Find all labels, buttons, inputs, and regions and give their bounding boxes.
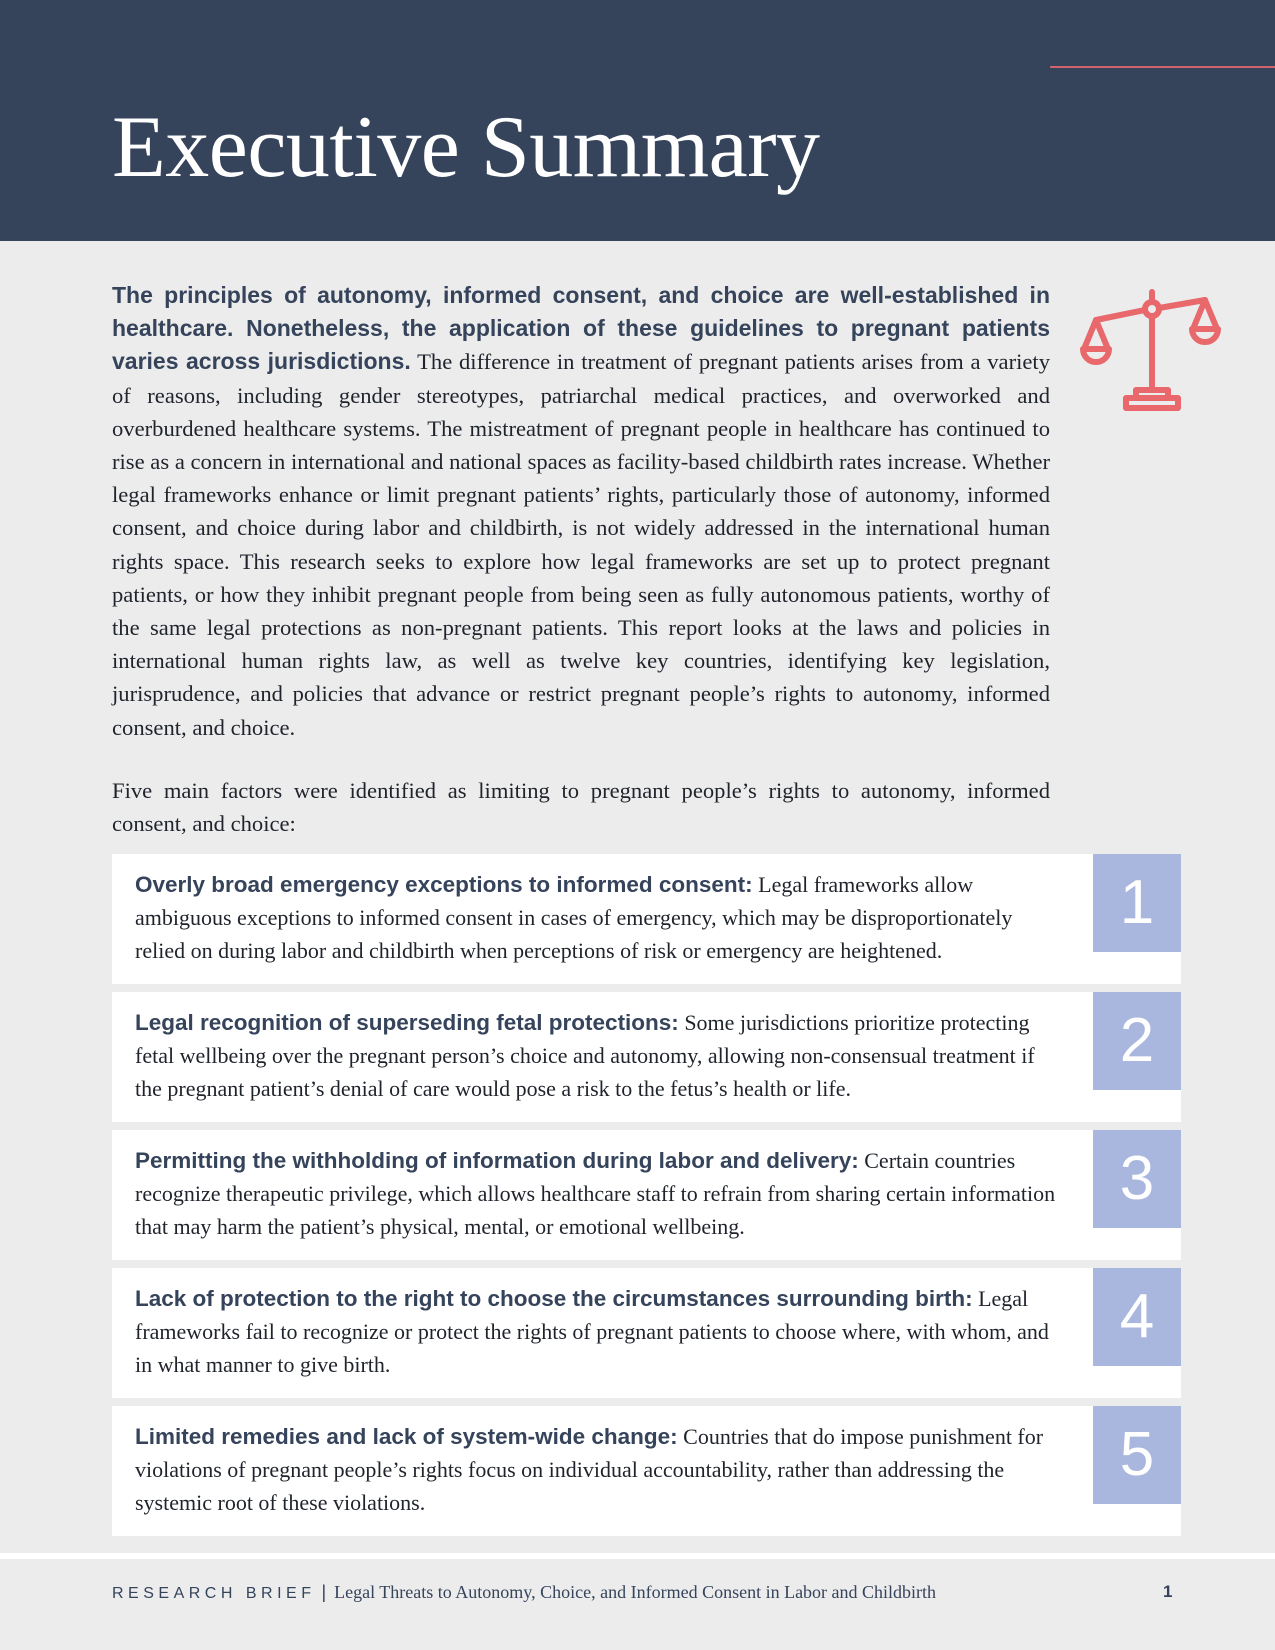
intro-lead: The principles of autonomy, informed consent, and choice are well-established in healthcare. Nonetheless, the application of these guidelines to pregnant patients varies across jurisdictions. xyxy=(112,282,1050,375)
factor-number-badge: 4 xyxy=(1093,1268,1181,1366)
scales-of-justice-icon xyxy=(1080,286,1225,416)
footer-divider xyxy=(0,1553,1275,1559)
factor-card-1 xyxy=(112,854,1181,984)
factor-description: Legal frameworks allow ambiguous exceptions to informed consent in cases of emergency, which may be disproportionately relied on during labor and childbirth when perceptions of risk or emergency are heightened. xyxy=(135,872,1013,963)
factor-title: Legal recognition of superseding fetal protections: xyxy=(135,1010,679,1035)
factor-card-4 xyxy=(112,1268,1181,1398)
footer xyxy=(112,1582,1181,1603)
factor-description: Legal frameworks fail to recognize or protect the rights of pregnant patients to choose where, with whom, and in what manner to give birth. xyxy=(135,1286,1049,1377)
footer-title: Legal Threats to Autonomy, Choice, and Informed Consent in Labor and Childbirth xyxy=(334,1582,937,1602)
factor-title: Limited remedies and lack of system-wide change: xyxy=(135,1424,678,1449)
factor-text xyxy=(135,1006,1065,1105)
factor-title: Permitting the withholding of information during labor and delivery: xyxy=(135,1148,859,1173)
intro-body: The difference in treatment of pregnant patients arises from a variety of reasons, including gender stereotypes, patriarchal medical practices, and overworked and overburdened healthcare systems. The mistreatment of pregnant people in healthcare has continued to rise as a concern in international and national spaces as facility-based childbirth rates increase. Whether legal frameworks enhance or limit pregnant patients’ rights, particularly those of autonomy, informed consent, and choice during labor and childbirth, is not widely addressed in the international human rights space. This research seeks to explore how legal frameworks are set up to protect pregnant patients, or how they inhibit pregnant people from being seen as fully autonomous patients, worthy of the same legal protections as non-pregnant patients. This report looks at the laws and policies in international human rights law, as well as twelve key countries, identifying key legislation, jurisprudence, and policies that advance or restrict pregnant people’s rights to autonomy, informed consent, and choice. xyxy=(112,349,1050,740)
header-banner xyxy=(0,0,1275,241)
factor-number-badge: 3 xyxy=(1093,1130,1181,1228)
factor-card-2 xyxy=(112,992,1181,1122)
factor-number-badge: 2 xyxy=(1093,992,1181,1090)
factor-description: Certain countries recognize therapeutic privilege, which allows healthcare staff to refrain from sharing certain information that may harm the patient’s physical, mental, or emotional wellbeing. xyxy=(135,1148,1056,1239)
factor-card-5 xyxy=(112,1406,1181,1536)
factor-description: Countries that do impose punishment for violations of pregnant people’s rights focus on individual accountability, rather than addressing the systemic root of these violations. xyxy=(135,1424,1044,1515)
factor-title: Overly broad emergency exceptions to informed consent: xyxy=(135,872,753,897)
intro-paragraph xyxy=(112,279,1050,744)
factor-text xyxy=(135,1420,1065,1519)
factor-text xyxy=(135,1144,1065,1243)
footer-separator: | xyxy=(321,1582,327,1602)
page-title: Executive Summary xyxy=(112,99,820,196)
header-accent-rule xyxy=(1050,66,1275,68)
factor-text xyxy=(135,1282,1065,1381)
factor-card-3 xyxy=(112,1130,1181,1260)
factor-description: Some jurisdictions prioritize protecting fetal wellbeing over the pregnant person’s choice and autonomy, allowing non-consensual treatment if the pregnant patient’s denial of care would pose a risk to the fetus’s health or life. xyxy=(135,1010,1035,1101)
factor-number-badge: 5 xyxy=(1093,1406,1181,1504)
factor-text xyxy=(135,868,1065,967)
footer-label: RESEARCH BRIEF xyxy=(112,1585,316,1602)
factors-intro: Five main factors were identified as limiting to pregnant people’s rights to autonomy, informed consent, and choice: xyxy=(112,778,1050,837)
factor-title: Lack of protection to the right to choose the circumstances surrounding birth: xyxy=(135,1286,973,1311)
page-number: 1 xyxy=(1163,1582,1173,1601)
factor-number-badge: 1 xyxy=(1093,854,1181,952)
